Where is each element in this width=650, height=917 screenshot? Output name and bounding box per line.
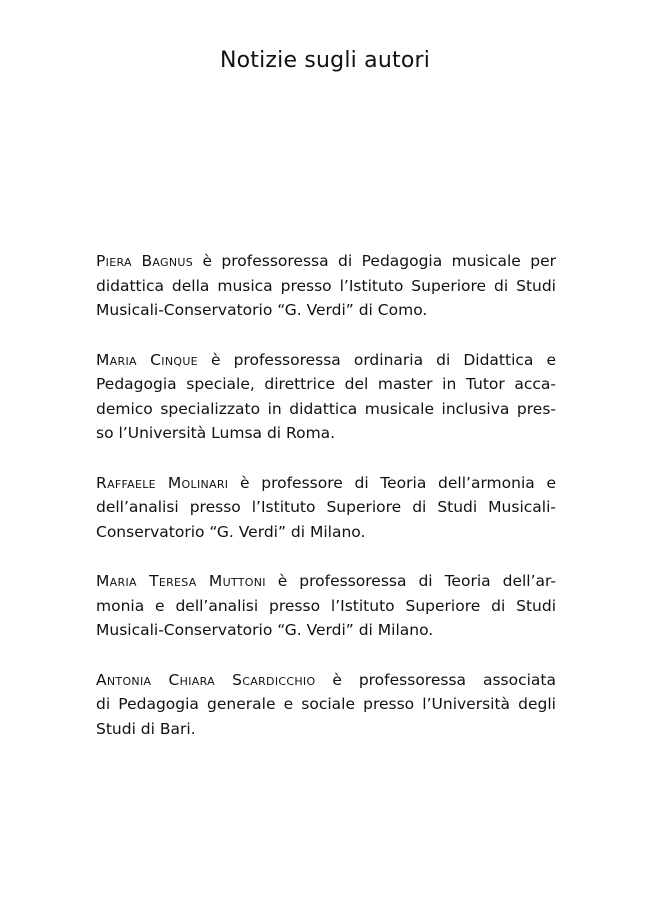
author-bio-muttoni (96, 569, 556, 643)
bio-line: dell’analisi presso l’Istituto Superiore di Studi Musicali- (96, 498, 556, 516)
author-bio-bagnus (96, 249, 556, 323)
bio-line (96, 348, 556, 373)
author-bio-cinque (96, 348, 556, 446)
author-name: Maria Cinque (96, 350, 198, 369)
author-name: Piera Bagnus (96, 252, 194, 270)
author-name: Maria Teresa Muttoni (96, 572, 266, 590)
page-title: Notizie sugli autori (219, 48, 431, 73)
author-name: Antonia Chiara Scardicchio (96, 670, 316, 689)
bio-line: Studi di Bari. (96, 719, 196, 738)
bio-line (96, 471, 556, 496)
bio-line (96, 668, 556, 693)
author-bio-molinari (96, 471, 556, 545)
bio-line: Conservatorio “G. Verdi” di Milano. (96, 522, 366, 541)
bio-line: demico specializzato in didattica musicale inclusiva pres- (96, 399, 556, 418)
bio-text: è professoressa ordinaria di Didattica e (197, 350, 556, 369)
bio-line: monia e dell’analisi presso l’Istituto Superiore di Studi (96, 596, 556, 615)
author-bio-scardicchio (96, 668, 556, 742)
bio-text: è professore di Teoria dell’armonia e (228, 473, 556, 492)
bio-line: Musicali-Conservatorio “G. Verdi” di Milano. (96, 621, 434, 639)
author-name: Raffaele Molinari (96, 473, 229, 492)
bio-line: didattica della musica presso l’Istituto Superiore di Studi (96, 276, 556, 295)
bio-text: è professoressa di Pedagogia musicale per (193, 252, 556, 270)
bio-text: è professoressa associata (315, 670, 556, 689)
bio-line (96, 569, 556, 594)
bio-line: di Pedagogia generale e sociale presso l’Università degli (96, 695, 556, 713)
bio-line: Musicali-Conservatorio “G. Verdi” di Como. (96, 301, 428, 319)
author-bios (96, 249, 556, 766)
bio-line (96, 249, 556, 274)
bio-text: è professoressa di Teoria dell’ar- (265, 572, 556, 590)
bio-line: Pedagogia speciale, direttrice del master in Tutor acca- (96, 375, 556, 393)
bio-line: so l’Università Lumsa di Roma. (96, 424, 336, 442)
